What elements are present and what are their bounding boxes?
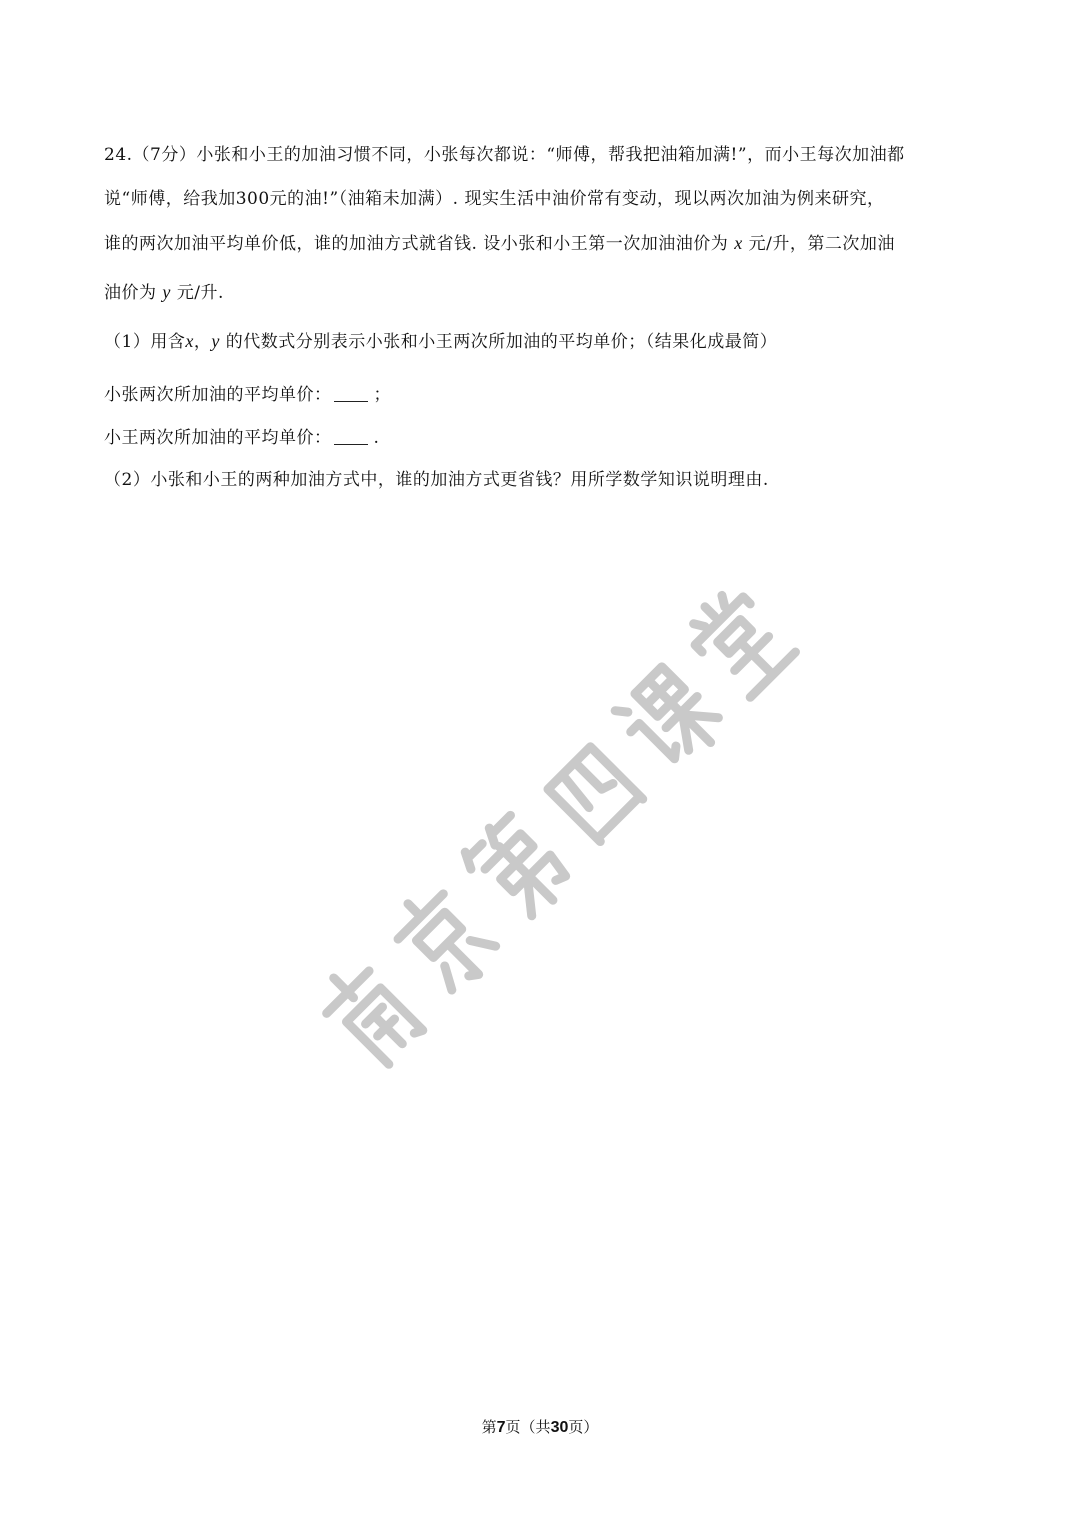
footer-prefix: 第 xyxy=(481,1418,497,1436)
part-1-prefix: （1）用含 xyxy=(104,332,186,352)
question-line-4-text: 油价为 xyxy=(104,283,157,303)
question-line-3 xyxy=(104,221,984,266)
question-line-3-text: 谁的两次加油平均单价低，谁的加油方式就省钱. 设小张和小王第一次加油油价为 xyxy=(104,234,729,254)
part-1-suffix: 的代数式分别表示小张和小王两次所加油的平均单价；（结果化成最简） xyxy=(225,332,778,352)
footer-suffix: 页） xyxy=(568,1418,599,1436)
watermark-logo xyxy=(240,470,880,1090)
zhang-label: 小张两次所加油的平均单价： xyxy=(104,385,332,405)
wang-answer-line xyxy=(104,423,984,448)
question-line-1: 24.（7分）小张和小王的加油习惯不同，小张每次都说：“师傅，帮我把油箱加满!”，而小王每次加油都 xyxy=(104,145,905,165)
page-footer xyxy=(0,1416,1080,1437)
question-line-4 xyxy=(104,270,984,315)
wang-answer-blank[interactable] xyxy=(334,430,368,445)
zhang-answer-line xyxy=(104,380,984,405)
question-line-4-tail: 元/升. xyxy=(176,283,224,303)
question-line-3-tail: 元/升，第二次加油 xyxy=(748,234,895,254)
part-1-sep: ， xyxy=(193,332,212,352)
wang-label: 小王两次所加油的平均单价： xyxy=(104,428,332,448)
variable-x: x xyxy=(734,233,743,253)
footer-total-pages: 30 xyxy=(550,1419,569,1436)
question-24 xyxy=(104,133,984,315)
footer-middle: 页（共 xyxy=(505,1418,551,1436)
wang-end: . xyxy=(373,428,380,448)
part-1-prompt xyxy=(104,327,984,352)
part-1-var-y: y xyxy=(211,331,220,351)
zhang-end: ； xyxy=(373,385,391,405)
footer-page-number: 7 xyxy=(496,1419,506,1436)
variable-y: y xyxy=(162,282,171,302)
part-1-var-x: x xyxy=(185,331,194,351)
zhang-answer-blank[interactable] xyxy=(334,387,368,402)
part-2-prompt: （2）小张和小王的两种加油方式中，谁的加油方式更省钱？用所学数学知识说明理由. xyxy=(104,470,769,490)
question-line-2: 说“师傅，给我加300元的油!”（油箱未加满）. 现实生活中油价常有变动，现以两次加油为例来研究， xyxy=(104,189,885,209)
